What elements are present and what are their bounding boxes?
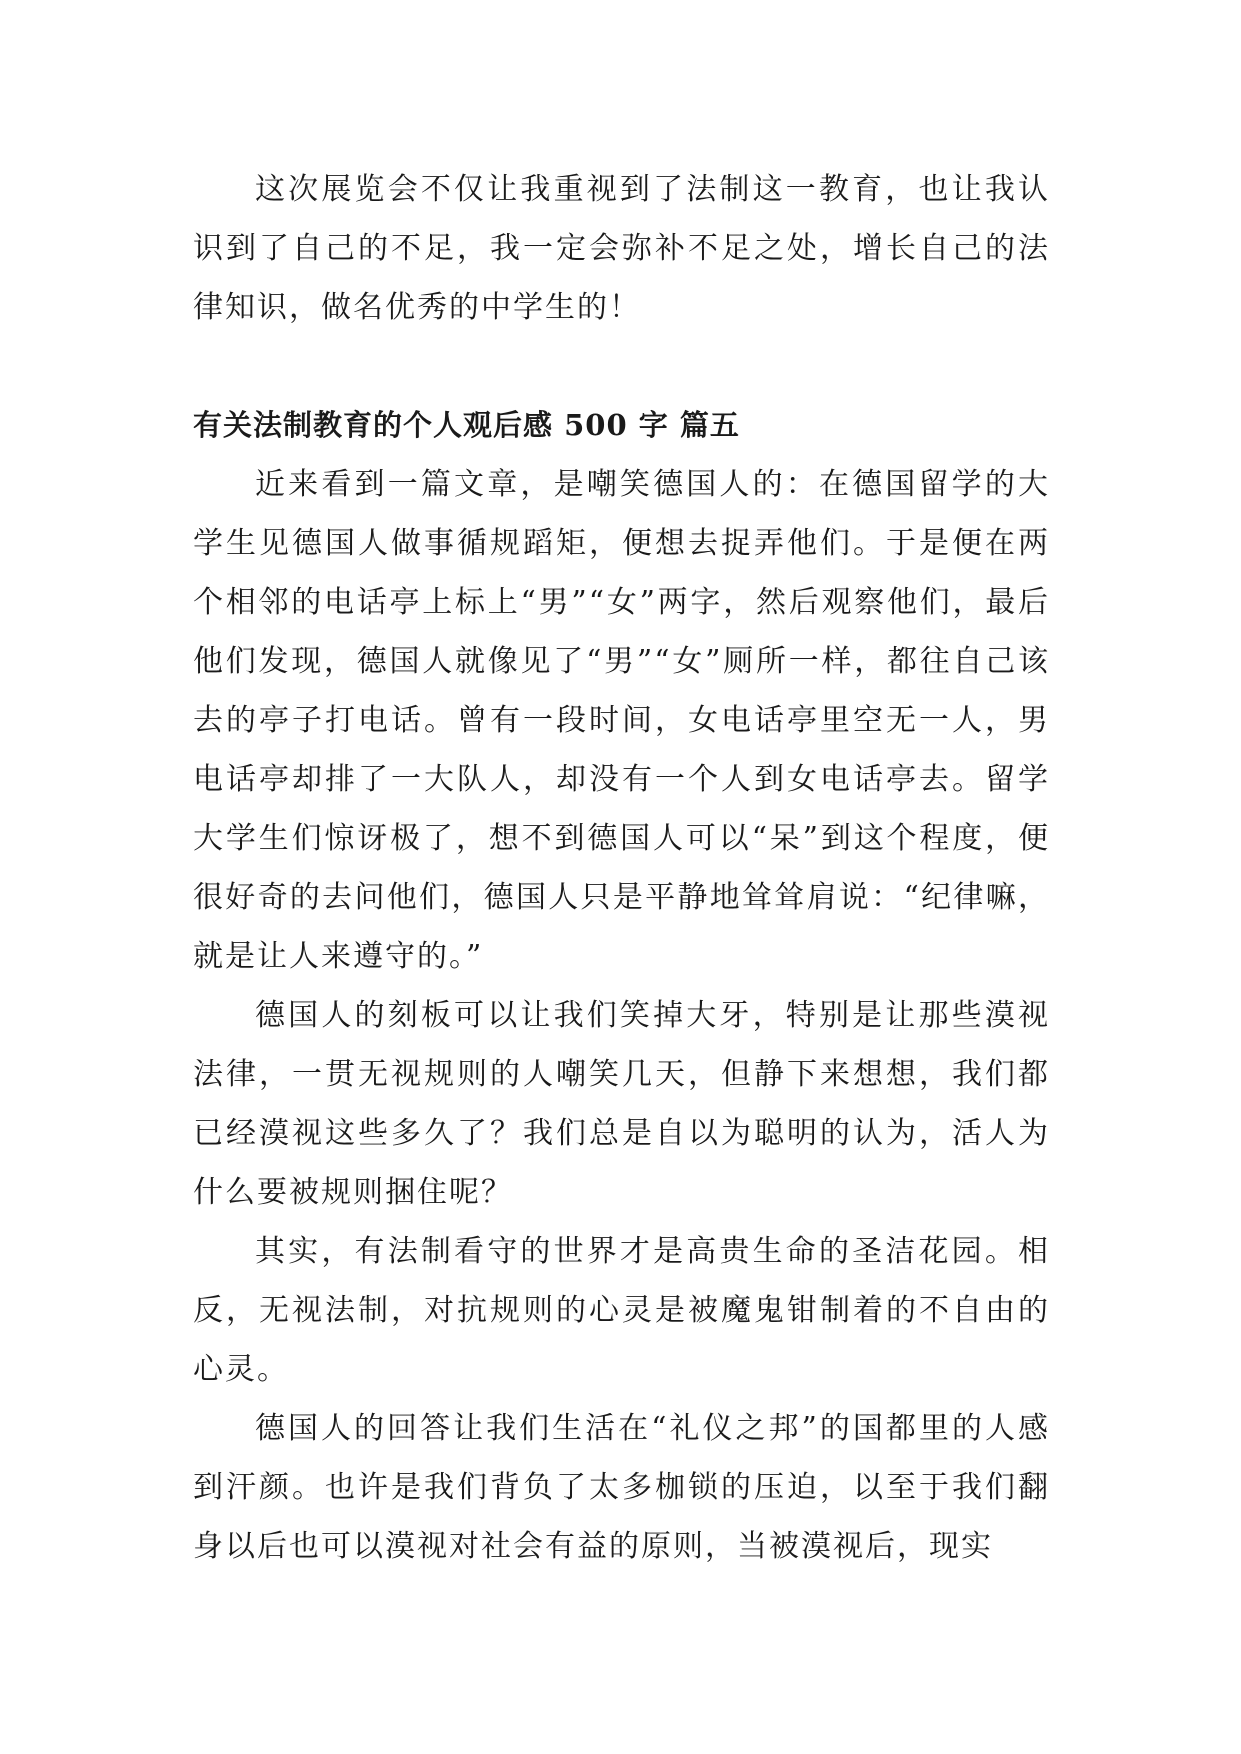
body-paragraph-3: 其实，有法制看守的世界才是高贵生命的圣洁花园。相反，无视法制，对抗规则的心灵是被魔鬼钳制着的不自由的心灵。 [193, 1234, 1050, 1387]
section-heading: 有关法制教育的个人观后感 500 字 篇五 [193, 408, 740, 442]
body-paragraph-4: 德国人的回答让我们生活在“礼仪之邦”的国都里的人感到汗颜。也许是我们背负了太多枷锁的压迫，以至于我们翻身以后也可以漠视对社会有益的原则，当被漠视后，现实 [193, 1411, 1050, 1564]
body-paragraph-1: 近来看到一篇文章，是嘲笑德国人的：在德国留学的大学生见德国人做事循规蹈矩，便想去捉弄他们。于是便在两个相邻的电话亭上标上“男”“女”两字，然后观察他们，最后他们发现，德国人就像见了“男”“女”厕所一样，都往自己该去的亭子打电话。曾有一段时间，女电话亭里空无一人，男电话亭却排了一大队人，却没有一个人到女电话亭去。留学大学生们惊讶极了，想不到德国人可以“呆”到这个程度，便很好奇的去问他们，德国人只是平静地耸耸肩说：“纪律嘛，就是让人来遵守的。” [193, 467, 1050, 974]
intro-paragraph: 这次展览会不仅让我重视到了法制这一教育，也让我认识到了自己的不足，我一定会弥补不足之处，增长自己的法律知识，做名优秀的中学生的！ [193, 172, 1050, 325]
document-body [193, 160, 1050, 1576]
body-paragraph-2: 德国人的刻板可以让我们笑掉大牙，特别是让那些漠视法律，一贯无视规则的人嘲笑几天，但静下来想想，我们都已经漠视这些多久了？我们总是自以为聪明的认为，活人为什么要被规则捆住呢？ [193, 998, 1050, 1210]
